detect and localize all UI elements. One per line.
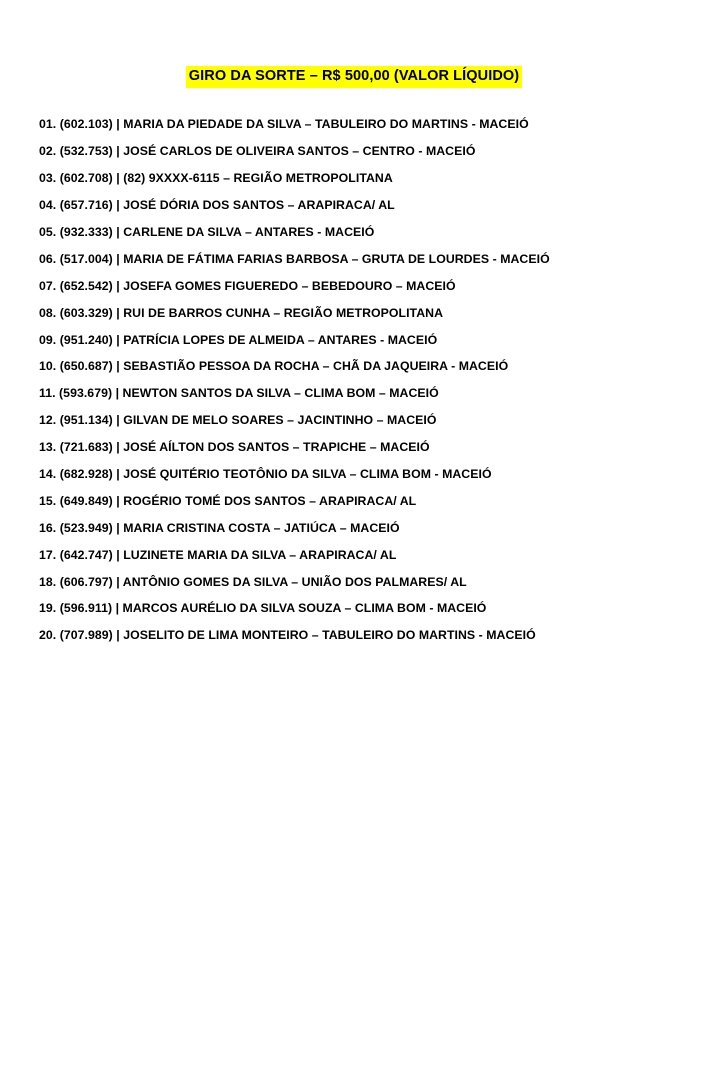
list-item: 11. (593.679) | NEWTON SANTOS DA SILVA – CLIMA BOM – MACEIÓ — [39, 386, 439, 401]
list-item: 20. (707.989) | JOSELITO DE LIMA MONTEIRO – TABULEIRO DO MARTINS - MACEIÓ — [39, 628, 536, 643]
list-item: 09. (951.240) | PATRÍCIA LOPES DE ALMEIDA – ANTARES - MACEIÓ — [39, 332, 438, 347]
list-item: 17. (642.747) | LUZINETE MARIA DA SILVA – ARAPIRACA/ AL — [39, 547, 397, 562]
list-item: 07. (652.542) | JOSEFA GOMES FIGUEREDO – BEBEDOURO – MACEIÓ — [39, 278, 456, 293]
list-item: 16. (523.949) | MARIA CRISTINA COSTA – JATIÚCA – MACEIÓ — [39, 520, 400, 535]
document-page — [0, 66, 708, 1066]
list-item: 18. (606.797) | ANTÔNIO GOMES DA SILVA – UNIÃO DOS PALMARES/ AL — [39, 574, 467, 589]
list-item: 04. (657.716) | JOSÉ DÓRIA DOS SANTOS – ARAPIRACA/ AL — [39, 198, 395, 213]
page-title: GIRO DA SORTE – R$ 500,00 (VALOR LÍQUIDO) — [186, 66, 522, 88]
title-container — [0, 66, 708, 88]
list-item: 19. (596.911) | MARCOS AURÉLIO DA SILVA SOUZA – CLIMA BOM - MACEIÓ — [39, 601, 487, 616]
list-item: 13. (721.683) | JOSÉ AÍLTON DOS SANTOS – TRAPICHE – MACEIÓ — [39, 440, 430, 455]
winners-list — [0, 118, 708, 641]
list-item: 03. (602.708) | (82) 9XXXX-6115 – REGIÃO METROPOLITANA — [39, 171, 393, 186]
list-item: 10. (650.687) | SEBASTIÃO PESSOA DA ROCHA – CHÃ DA JAQUEIRA - MACEIÓ — [39, 359, 509, 374]
list-item: 12. (951.134) | GILVAN DE MELO SOARES – JACINTINHO – MACEIÓ — [39, 413, 437, 428]
list-item: 14. (682.928) | JOSÉ QUITÉRIO TEOTÔNIO DA SILVA – CLIMA BOM - MACEIÓ — [39, 466, 492, 481]
list-item: 06. (517.004) | MARIA DE FÁTIMA FARIAS BARBOSA – GRUTA DE LOURDES - MACEIÓ — [39, 251, 550, 266]
list-item: 08. (603.329) | RUI DE BARROS CUNHA – REGIÃO METROPOLITANA — [39, 305, 444, 320]
list-item: 15. (649.849) | ROGÉRIO TOMÉ DOS SANTOS – ARAPIRACA/ AL — [39, 493, 417, 508]
list-item: 05. (932.333) | CARLENE DA SILVA – ANTARES - MACEIÓ — [39, 224, 375, 239]
list-item: 02. (532.753) | JOSÉ CARLOS DE OLIVEIRA SANTOS – CENTRO - MACEIÓ — [39, 144, 476, 159]
list-item: 01. (602.103) | MARIA DA PIEDADE DA SILVA – TABULEIRO DO MARTINS - MACEIÓ — [39, 117, 529, 132]
